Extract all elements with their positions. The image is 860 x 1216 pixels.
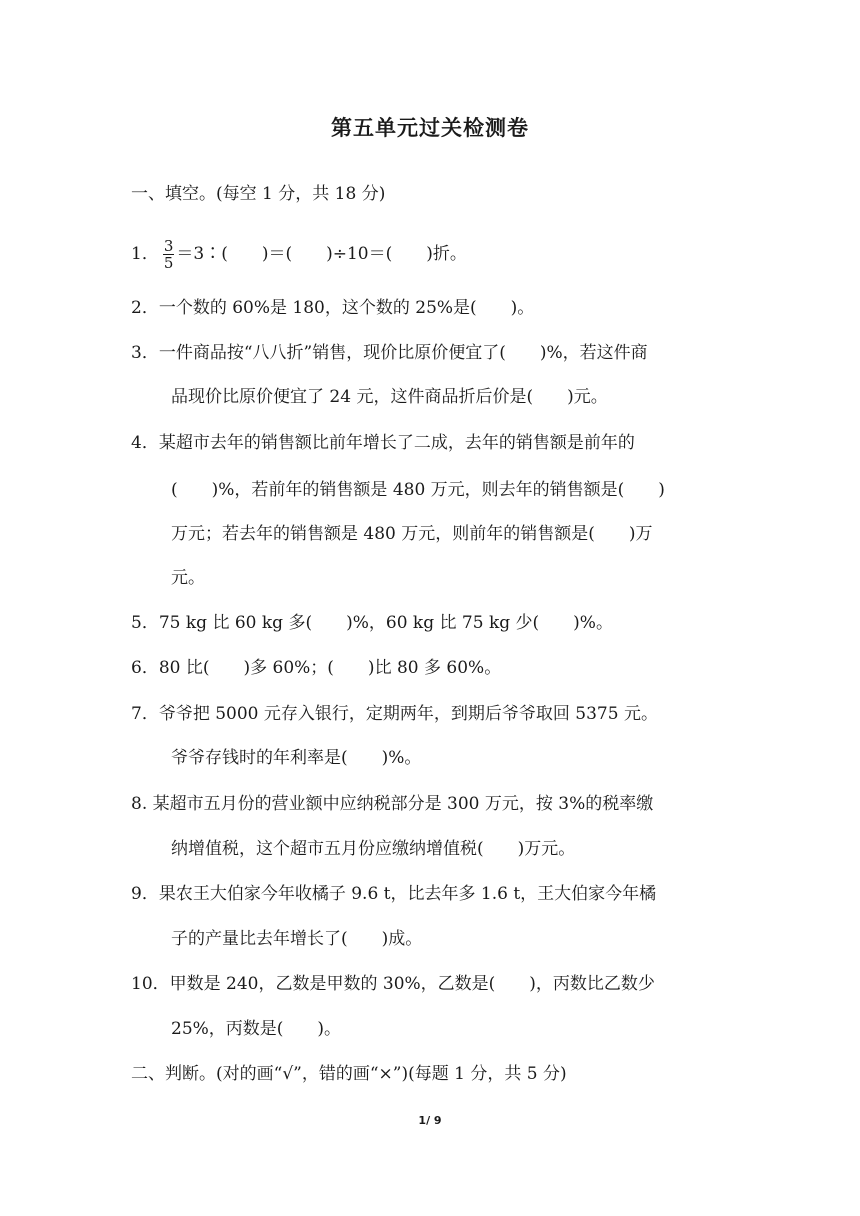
question-number: 1． (131, 244, 159, 264)
question-4-line-2: ( )%，若前年的销售额是 480 万元，则去年的销售额是( ) (171, 480, 665, 500)
question-4-line-1: 4．某超市去年的销售额比前年增长了二成，去年的销售额是前年的 (131, 433, 635, 453)
fraction-denominator: 5 (163, 254, 174, 272)
question-10-line-2: 25%，丙数是( )。 (171, 1019, 342, 1039)
question-4-line-4: 元。 (171, 568, 205, 588)
question-1 (131, 238, 467, 271)
question-3-line-1: 3．一件商品按“八八折”销售，现价比原价便宜了( )%，若这件商 (131, 343, 648, 363)
fraction (163, 238, 175, 271)
question-8-line-1: 8. 某超市五月份的营业额中应纳税部分是 300 万元，按 3%的税率缴 (131, 794, 654, 814)
page-number: 1/ 9 (418, 1114, 442, 1127)
question-8-line-2: 纳增值税，这个超市五月份应缴纳增值税( )万元。 (171, 839, 576, 859)
question-3-line-2: 品现价比原价便宜了 24 元，这件商品折后价是( )元。 (171, 387, 608, 407)
section-heading: 二、判断。(对的画“√”，错的画“×”)(每题 1 分，共 5 分) (131, 1064, 567, 1084)
question-9-line-1: 9．果农王大伯家今年收橘子 9.6 t，比去年多 1.6 t，王大伯家今年橘 (131, 884, 657, 904)
question-6: 6．80 比( )多 60%；( )比 80 多 60%。 (131, 658, 502, 678)
section-heading: 一、填空。(每空 1 分，共 18 分) (131, 184, 386, 204)
question-4-line-3: 万元；若去年的销售额是 480 万元，则前年的销售额是( )万 (171, 524, 653, 544)
page-title: 第五单元过关检测卷 (331, 116, 529, 140)
question-7-line-2: 爷爷存钱时的年利率是( )%。 (171, 748, 422, 768)
question-5: 5．75 kg 比 60 kg 多( )%，60 kg 比 75 kg 少( )%。 (131, 613, 613, 633)
question-2: 2．一个数的 60%是 180，这个数的 25%是( )。 (131, 298, 535, 318)
question-7-line-1: 7．爷爷把 5000 元存入银行，定期两年，到期后爷爷取回 5375 元。 (131, 704, 658, 724)
question-text: ＝3∶( )＝( )÷10＝( )折。 (176, 244, 467, 264)
fraction-numerator: 3 (163, 237, 174, 255)
question-9-line-2: 子的产量比去年增长了( )成。 (171, 929, 423, 949)
question-10-line-1: 10．甲数是 240，乙数是甲数的 30%，乙数是( )，丙数比乙数少 (131, 974, 655, 994)
